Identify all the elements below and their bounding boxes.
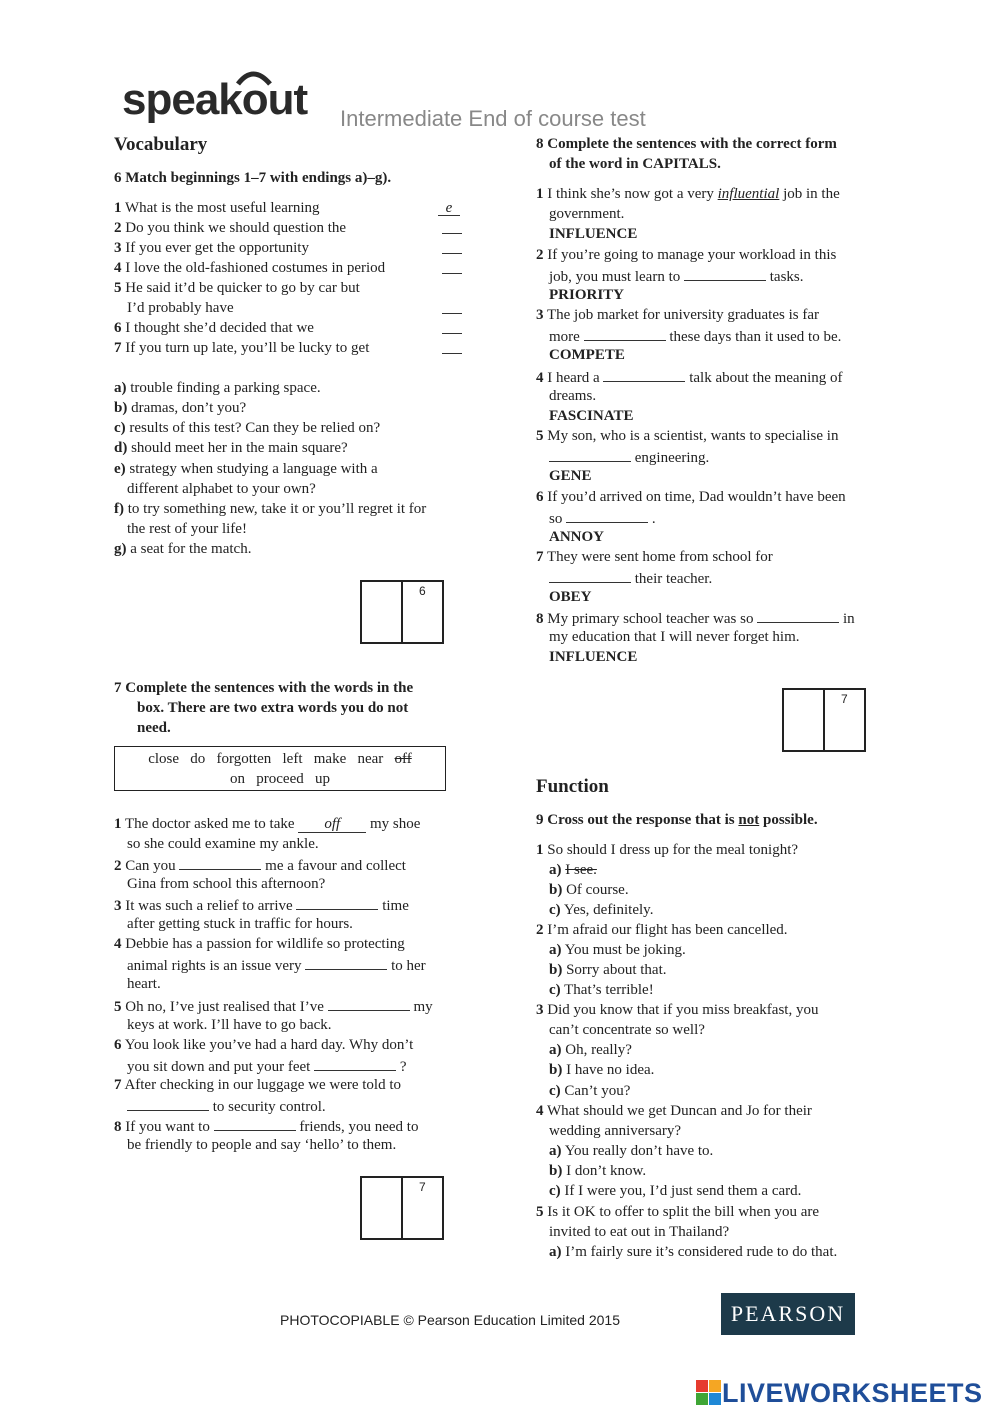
ex8-sentence-1-cont: government. bbox=[549, 206, 625, 222]
ex9-q2-c[interactable]: c) That’s terrible! bbox=[549, 982, 654, 998]
ex9-q5: 5 Is it OK to offer to split the bill when you are bbox=[536, 1204, 820, 1220]
liveworksheets-logo: LIVEWORKSHEETS bbox=[696, 1376, 983, 1410]
ex9-q3: 3 Did you know that if you miss breakfast, you bbox=[536, 1002, 819, 1018]
ex8-sentence-4-cont: dreams. bbox=[549, 388, 597, 404]
ex7-blank-1[interactable]: off bbox=[298, 817, 366, 833]
ex6-ending-a: a) trouble finding a parking space. bbox=[114, 380, 321, 396]
test-subtitle: Intermediate End of course test bbox=[340, 106, 646, 131]
ex9-q3-b[interactable]: b) I have no idea. bbox=[549, 1062, 655, 1078]
ex6-answer-3[interactable] bbox=[442, 241, 462, 254]
ex8-sentence-1: 1 I think she’s now got a very influential job in the bbox=[536, 186, 840, 202]
ex7-sentence-3: 3 It was such a relief to arrive time bbox=[114, 894, 409, 916]
ex9-q1: 1 So should I dress up for the meal tonight? bbox=[536, 842, 799, 858]
ex8-score-box bbox=[782, 688, 866, 752]
ex8-sentence-7: 7 They were sent home from school for bbox=[536, 549, 773, 565]
ex9-q1-c[interactable]: c) Yes, definitely. bbox=[549, 902, 654, 918]
ex7-sentence-4-end: heart. bbox=[127, 976, 161, 992]
ex6-ending-e-cont: different alphabet to your own? bbox=[127, 481, 316, 497]
ex6-ending-c: c) results of this test? Can they be relied on? bbox=[114, 420, 381, 436]
ex8-blank-4[interactable] bbox=[603, 366, 685, 382]
ex8-word-1: INFLUENCE bbox=[549, 226, 638, 242]
ex6-ending-d: d) should meet her in the main square? bbox=[114, 440, 348, 456]
ex8-score-input[interactable] bbox=[784, 690, 825, 750]
liveworksheets-icon bbox=[696, 1380, 722, 1406]
ex7-score-box bbox=[360, 1176, 444, 1240]
ex6-ending-f: f) to try something new, take it or you’ll regret it for bbox=[114, 501, 427, 517]
ex6-ending-e: e) strategy when studying a language with a bbox=[114, 461, 378, 477]
ex9-q2-b[interactable]: b) Sorry about that. bbox=[549, 962, 667, 978]
ex9-instruction: 9 Cross out the response that is not possible. bbox=[536, 812, 818, 828]
ex8-blank-7[interactable] bbox=[549, 567, 631, 583]
ex6-answer-2[interactable] bbox=[442, 221, 462, 234]
ex6-item-5: 5 He said it’d be quicker to go by car but bbox=[114, 280, 360, 296]
ex8-sentence-8: 8 My primary school teacher was so in bbox=[536, 607, 855, 629]
ex8-sentence-6-cont: so . bbox=[536, 507, 656, 529]
ex7-sentence-2-cont: Gina from school this afternoon? bbox=[127, 876, 326, 892]
ex8-sentence-5: 5 My son, who is a scientist, wants to specialise in bbox=[536, 428, 839, 444]
ex8-word-3: COMPETE bbox=[549, 347, 625, 363]
ex8-word-4: FASCINATE bbox=[549, 408, 634, 424]
ex8-blank-6[interactable] bbox=[566, 507, 648, 523]
ex7-sentence-1: 1 The doctor asked me to take off my shoe bbox=[114, 816, 421, 832]
ex7-sentence-5: 5 Oh no, I’ve just realised that I’ve my bbox=[114, 995, 433, 1017]
ex7-sentence-1-cont: so she could examine my ankle. bbox=[127, 836, 319, 852]
ex7-sentence-4-cont: animal rights is an issue very to her bbox=[114, 954, 426, 976]
ex6-item-2: 2 Do you think we should question the bbox=[114, 220, 347, 236]
ex7-sentence-6-cont: you sit down and put your feet ? bbox=[114, 1055, 406, 1077]
ex7-score-input[interactable] bbox=[362, 1178, 403, 1238]
ex9-q1-b[interactable]: b) Of course. bbox=[549, 882, 629, 898]
ex6-ending-b: b) dramas, don’t you? bbox=[114, 400, 247, 416]
ex6-item-4: 4 I love the old-fashioned costumes in period bbox=[114, 260, 386, 276]
ex7-sentence-8-cont: be friendly to people and say ‘hello’ to them. bbox=[127, 1137, 397, 1153]
ex6-answer-4[interactable] bbox=[442, 261, 462, 274]
ex6-item-3: 3 If you ever get the opportunity bbox=[114, 240, 309, 256]
ex9-q3-cont: can’t concentrate so well? bbox=[549, 1022, 705, 1038]
ex6-ending-f-cont: the rest of your life! bbox=[127, 521, 247, 537]
vocabulary-heading: Vocabulary bbox=[114, 134, 208, 155]
ex8-sentence-2-cont: job, you must learn to tasks. bbox=[536, 265, 804, 287]
ex9-q4-c[interactable]: c) If I were you, I’d just send them a card. bbox=[549, 1183, 802, 1199]
ex8-sentence-8-cont: my education that I will never forget him. bbox=[549, 629, 800, 645]
ex9-q5-a[interactable]: a) I’m fairly sure it’s considered rude to do that. bbox=[549, 1244, 838, 1260]
pearson-logo: PEARSON bbox=[721, 1293, 855, 1335]
ex7-sentence-4: 4 Debbie has a passion for wildlife so protecting bbox=[114, 936, 405, 952]
speakout-logo bbox=[120, 62, 335, 132]
ex8-score-max: 7 bbox=[841, 692, 848, 706]
ex7-blank-4[interactable] bbox=[305, 954, 387, 970]
ex6-score-max: 6 bbox=[419, 584, 426, 598]
ex6-score-input[interactable] bbox=[362, 582, 403, 642]
ex7-sentence-2: 2 Can you me a favour and collect bbox=[114, 854, 406, 876]
ex7-sentence-6: 6 You look like you’ve had a hard day. Why don’t bbox=[114, 1037, 414, 1053]
ex8-sentence-3-cont: more these days than it used to be. bbox=[536, 325, 841, 347]
ex7-blank-3[interactable] bbox=[296, 894, 378, 910]
ex8-blank-2[interactable] bbox=[684, 265, 766, 281]
ex6-answer-5[interactable] bbox=[442, 301, 462, 314]
ex6-score-box bbox=[360, 580, 444, 644]
ex9-q3-c[interactable]: c) Can’t you? bbox=[549, 1083, 631, 1099]
ex6-item-7: 7 If you turn up late, you’ll be lucky to get bbox=[114, 340, 370, 356]
ex7-blank-8[interactable] bbox=[214, 1115, 296, 1131]
ex6-instruction: 6 Match beginnings 1–7 with endings a)–g). bbox=[114, 170, 392, 186]
ex8-blank-8[interactable] bbox=[757, 607, 839, 623]
ex6-item-5-cont: I’d probably have bbox=[127, 300, 234, 316]
ex7-sentence-7: 7 After checking in our luggage we were told to bbox=[114, 1077, 402, 1093]
ex8-word-2: PRIORITY bbox=[549, 287, 625, 303]
copyright-notice: PHOTOCOPIABLE © Pearson Education Limited 2015 bbox=[280, 1312, 621, 1328]
svg-text:speakout: speakout bbox=[122, 75, 308, 124]
ex8-sentence-6: 6 If you’d arrived on time, Dad wouldn’t have been bbox=[536, 489, 846, 505]
ex8-word-7: OBEY bbox=[549, 589, 592, 605]
ex7-sentence-5-cont: keys at work. I’ll have to go back. bbox=[127, 1017, 332, 1033]
ex9-q4-cont: wedding anniversary? bbox=[549, 1123, 682, 1139]
ex7-blank-5[interactable] bbox=[328, 995, 410, 1011]
ex8-sentence-7-cont: their teacher. bbox=[536, 567, 712, 589]
ex8-sentence-3: 3 The job market for university graduates is far bbox=[536, 307, 819, 323]
ex9-q4: 4 What should we get Duncan and Jo for their bbox=[536, 1103, 812, 1119]
ex9-q2: 2 I’m afraid our flight has been cancelled. bbox=[536, 922, 788, 938]
ex8-word-6: ANNOY bbox=[549, 529, 604, 545]
ex7-blank-6[interactable] bbox=[314, 1055, 396, 1071]
ex8-answer-1[interactable]: influential bbox=[717, 186, 780, 202]
ex8-sentence-5-cont: engineering. bbox=[536, 446, 709, 468]
ex7-score-max: 7 bbox=[419, 1180, 426, 1194]
ex8-blank-5[interactable] bbox=[549, 446, 631, 462]
ex7-blank-2[interactable] bbox=[179, 854, 261, 870]
ex6-answer-6[interactable] bbox=[442, 321, 462, 334]
ex9-q5-cont: invited to eat out in Thailand? bbox=[549, 1224, 730, 1240]
ex6-ending-g: g) a seat for the match. bbox=[114, 541, 252, 557]
ex9-q3-a[interactable]: a) Oh, really? bbox=[549, 1042, 632, 1058]
ex9-q4-b[interactable]: b) I don’t know. bbox=[549, 1163, 647, 1179]
ex6-item-1: 1 What is the most useful learning bbox=[114, 200, 320, 216]
ex8-word-5: GENE bbox=[549, 468, 592, 484]
ex7-sentence-7-cont: to security control. bbox=[114, 1095, 326, 1117]
ex9-q4-a[interactable]: a) You really don’t have to. bbox=[549, 1143, 714, 1159]
ex6-answer-7[interactable] bbox=[442, 341, 462, 354]
ex6-item-6: 6 I thought she’d decided that we bbox=[114, 320, 314, 336]
ex6-answer-1[interactable]: e bbox=[438, 201, 460, 216]
ex8-instruction: 8 Complete the sentences with the correct form of the word in CAPITALS. bbox=[536, 136, 837, 172]
ex7-word-box: close do forgotten left make near off on proceed up bbox=[114, 746, 446, 791]
ex8-sentence-4: 4 I heard a talk about the meaning of bbox=[536, 366, 843, 388]
ex8-sentence-2: 2 If you’re going to manage your workload in this bbox=[536, 247, 837, 263]
ex9-q1-a[interactable]: a) I see. bbox=[549, 862, 597, 878]
ex9-q2-a[interactable]: a) You must be joking. bbox=[549, 942, 686, 958]
ex7-sentence-8: 8 If you want to friends, you need to bbox=[114, 1115, 418, 1137]
function-heading: Function bbox=[536, 776, 609, 797]
ex8-blank-3[interactable] bbox=[584, 325, 666, 341]
ex7-instruction: 7 Complete the sentences with the words in the box. There are two extra words you do not need. bbox=[114, 680, 414, 736]
ex7-blank-7[interactable] bbox=[127, 1095, 209, 1111]
ex8-word-8: INFLUENCE bbox=[549, 649, 638, 665]
crossed-word-off: off bbox=[394, 751, 412, 767]
ex7-sentence-3-cont: after getting stuck in traffic for hours. bbox=[127, 916, 353, 932]
